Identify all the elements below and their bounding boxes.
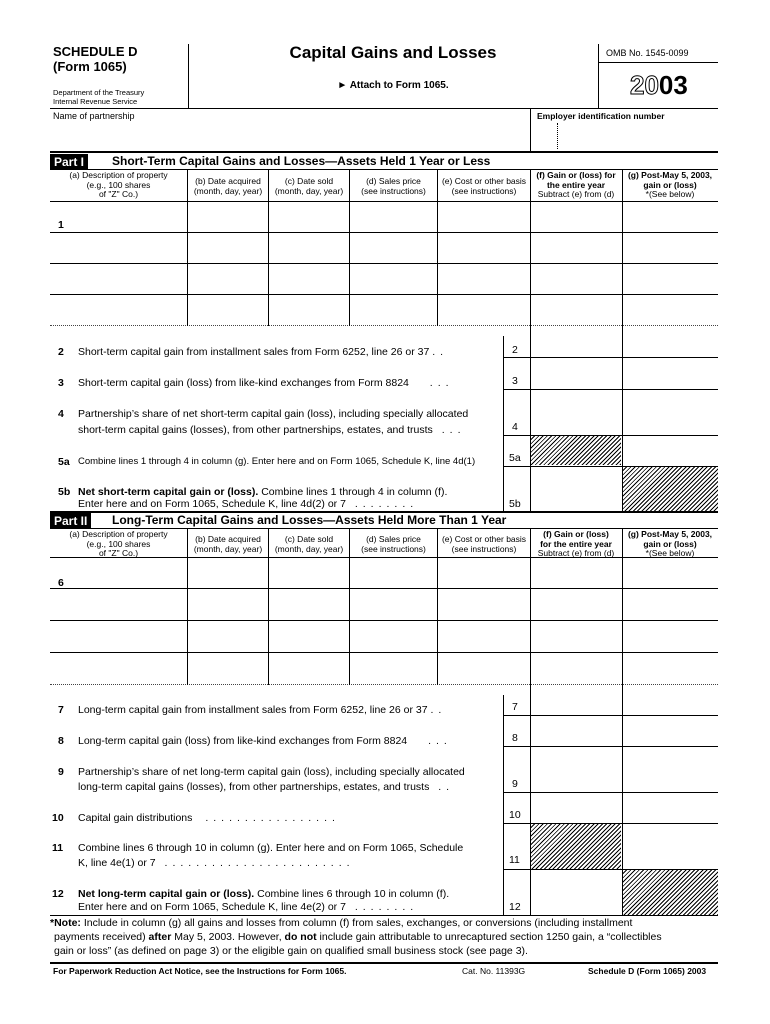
line2-col-f-field[interactable] bbox=[532, 337, 620, 356]
line11-col-g-field[interactable] bbox=[624, 826, 716, 867]
line5a-col-g-field[interactable] bbox=[624, 438, 716, 464]
line9-box-label: 9 bbox=[512, 778, 518, 790]
line12-text-1: Net long-term capital gain or (loss). Combine lines 6 through 10 in column (f). bbox=[78, 888, 450, 900]
line10-box-label: 10 bbox=[509, 809, 521, 821]
line10-col-g-field[interactable] bbox=[624, 802, 716, 821]
line7-text: Long-term capital gain from installment sales from Form 6252, line 26 or 37 .. bbox=[78, 704, 447, 716]
line3-col-f-field[interactable] bbox=[532, 368, 620, 387]
dept-treasury: Department of the Treasury bbox=[53, 88, 145, 97]
line4-number: 4 bbox=[58, 408, 64, 420]
line4-text-2: short-term capital gains (losses), from other partnerships, estates, and trusts ... bbox=[78, 424, 466, 436]
omb-number: OMB No. 1545-0099 bbox=[606, 48, 689, 58]
p2-col-d-header: (d) Sales price (see instructions) bbox=[361, 534, 426, 554]
line2-box-label: 2 bbox=[512, 344, 518, 356]
p1-row1-description[interactable] bbox=[52, 205, 185, 230]
line3-text: Short-term capital gain (loss) from like-kind exchanges from Form 8824 ... bbox=[78, 377, 454, 389]
line4-col-f-field[interactable] bbox=[532, 414, 620, 433]
p1-col-g-header: (g) Post-May 5, 2003, gain or (loss) *(See below) bbox=[627, 170, 713, 199]
line9-text-1: Partnership’s share of net long-term capital gain (loss), including specially allocated bbox=[78, 766, 465, 778]
line8-text: Long-term capital gain (loss) from like-kind exchanges from Form 8824 ... bbox=[78, 735, 452, 747]
line10-number: 10 bbox=[52, 812, 64, 824]
line12-number: 12 bbox=[52, 888, 64, 900]
p2-col-a-header: (a) Description of property (e.g., 100 shares of "Z" Co.) bbox=[69, 529, 168, 558]
line2-col-g-field[interactable] bbox=[624, 337, 716, 356]
form-number: (Form 1065) bbox=[53, 59, 127, 74]
attach-note: ► Attach to Form 1065. bbox=[337, 80, 449, 91]
dept-irs: Internal Revenue Service bbox=[53, 97, 138, 106]
line9-number: 9 bbox=[58, 766, 64, 778]
form-title: Capital Gains and Losses bbox=[289, 43, 497, 62]
line5a-number: 5a bbox=[58, 456, 70, 468]
line6-number: 6 bbox=[58, 577, 64, 589]
line3-box-label: 3 bbox=[512, 375, 518, 387]
line8-col-g-field[interactable] bbox=[624, 726, 716, 745]
p2-row1-description[interactable] bbox=[52, 561, 185, 586]
ein-field[interactable] bbox=[534, 124, 714, 148]
line3-col-g-field[interactable] bbox=[624, 368, 716, 387]
line4-text-1: Partnership’s share of net short-term capital gain (loss), including specially allocated bbox=[78, 408, 469, 420]
line11-text-2: K, line 4e(1) or 7 ........................ bbox=[78, 857, 355, 869]
part2-title: Long-Term Capital Gains and Losses—Assets Held More Than 1 Year bbox=[112, 513, 507, 527]
p2-col-f-header: (f) Gain or (loss) for the entire year Subtract (e) from (d) bbox=[537, 529, 615, 558]
p2-col-c-header: (c) Date sold (month, day, year) bbox=[274, 534, 344, 554]
partnership-name-label: Name of partnership bbox=[53, 111, 135, 121]
line12-text-2: Enter here and on Form 1065, Schedule K, line 4e(2) or 7 ........ bbox=[78, 901, 419, 913]
line9-col-f-field[interactable] bbox=[532, 772, 620, 791]
line5b-box-label: 5b bbox=[509, 498, 521, 510]
line9-text-2: long-term capital gains (losses), from other partnerships, estates, and trusts .. bbox=[78, 781, 455, 793]
line8-col-f-field[interactable] bbox=[532, 726, 620, 745]
line7-col-g-field[interactable] bbox=[624, 695, 716, 714]
note-line-2: payments received) after May 5, 2003. However, do not include gain attributable to unrecaptured section 1250 gain, a “collectibles bbox=[54, 931, 662, 943]
footer-cat-number: Cat. No. 11393G bbox=[462, 966, 526, 976]
line8-box-label: 8 bbox=[512, 732, 518, 744]
part1-title: Short-Term Capital Gains and Losses—Assets Held 1 Year or Less bbox=[112, 154, 491, 168]
p1-col-d-header: (d) Sales price (see instructions) bbox=[361, 176, 426, 196]
line8-number: 8 bbox=[58, 735, 64, 747]
p1-col-c-header: (c) Date sold (month, day, year) bbox=[274, 176, 344, 196]
schedule-title: SCHEDULE D bbox=[53, 44, 138, 59]
line7-number: 7 bbox=[58, 704, 64, 716]
p2-col-e-header: (e) Cost or other basis (see instructions) bbox=[441, 534, 527, 554]
line12-col-f-field[interactable] bbox=[532, 873, 620, 911]
p2-col-g-header: (g) Post-May 5, 2003, gain or (loss) *(See below) bbox=[627, 529, 713, 558]
p1-col-e-header: (e) Cost or other basis (see instructions) bbox=[441, 176, 527, 196]
line5b-text-2: Enter here and on Form 1065, Schedule K, line 4d(2) or 7 ........ bbox=[78, 498, 419, 510]
p1-col-a-header: (a) Description of property (e.g., 100 shares of "Z" Co.) bbox=[69, 170, 168, 199]
part2-tag: Part II bbox=[50, 513, 91, 529]
p2-col-b-header: (b) Date acquired (month, day, year) bbox=[193, 534, 263, 554]
note-line-1: *Note: Include in column (g) all gains and losses from column (f) from sales, exchanges, or conversions (including installment bbox=[50, 917, 633, 929]
partnership-name-field[interactable] bbox=[53, 124, 523, 148]
ein-label: Employer identification number bbox=[537, 111, 665, 121]
line5a-box-label: 5a bbox=[509, 452, 521, 464]
line5a-col-f-shaded bbox=[531, 436, 621, 465]
line7-col-f-field[interactable] bbox=[532, 695, 620, 714]
line2-text: Short-term capital gain from installment sales from Form 6252, line 26 or 37 .. bbox=[78, 346, 449, 358]
footer-paperwork-notice: For Paperwork Reduction Act Notice, see the Instructions for Form 1065. bbox=[53, 966, 347, 976]
line9-col-g-field[interactable] bbox=[624, 772, 716, 791]
line11-text-1: Combine lines 6 through 10 in column (g). Enter here and on Form 1065, Schedule bbox=[78, 842, 464, 854]
line3-number: 3 bbox=[58, 377, 64, 389]
line5b-col-g-shaded bbox=[623, 467, 718, 511]
tax-year: 2003 bbox=[630, 70, 688, 100]
p1-col-f-header: (f) Gain or (loss) for the entire year Subtract (e) from (d) bbox=[536, 170, 616, 199]
line4-box-label: 4 bbox=[512, 421, 518, 433]
line10-text: Capital gain distributions ................. bbox=[78, 812, 340, 824]
line2-number: 2 bbox=[58, 346, 64, 358]
part1-tag: Part I bbox=[50, 154, 88, 170]
line5b-col-f-field[interactable] bbox=[532, 470, 620, 508]
line5b-number: 5b bbox=[58, 486, 71, 498]
line12-col-g-shaded bbox=[623, 870, 718, 915]
line12-box-label: 12 bbox=[509, 901, 521, 913]
line4-col-g-field[interactable] bbox=[624, 414, 716, 433]
footer-form-id: Schedule D (Form 1065) 2003 bbox=[588, 966, 707, 976]
line11-number: 11 bbox=[52, 842, 64, 854]
line10-col-f-field[interactable] bbox=[532, 802, 620, 821]
note-line-3: gain or loss” (as defined on page 3) or the eligible gain on qualified small business stock (see page 3). bbox=[54, 945, 528, 957]
line11-col-f-shaded bbox=[531, 824, 621, 869]
line11-box-label: 11 bbox=[509, 854, 520, 866]
line5a-text: Combine lines 1 through 4 in column (g). Enter here and on Form 1065, Schedule K, line 4d(1) bbox=[78, 456, 476, 467]
p1-col-b-header: (b) Date acquired (month, day, year) bbox=[193, 176, 263, 196]
line7-box-label: 7 bbox=[512, 701, 518, 713]
line5b-text-1: Net short-term capital gain or (loss). Combine lines 1 through 4 in column (f). bbox=[78, 486, 448, 498]
line1-number: 1 bbox=[58, 219, 64, 231]
